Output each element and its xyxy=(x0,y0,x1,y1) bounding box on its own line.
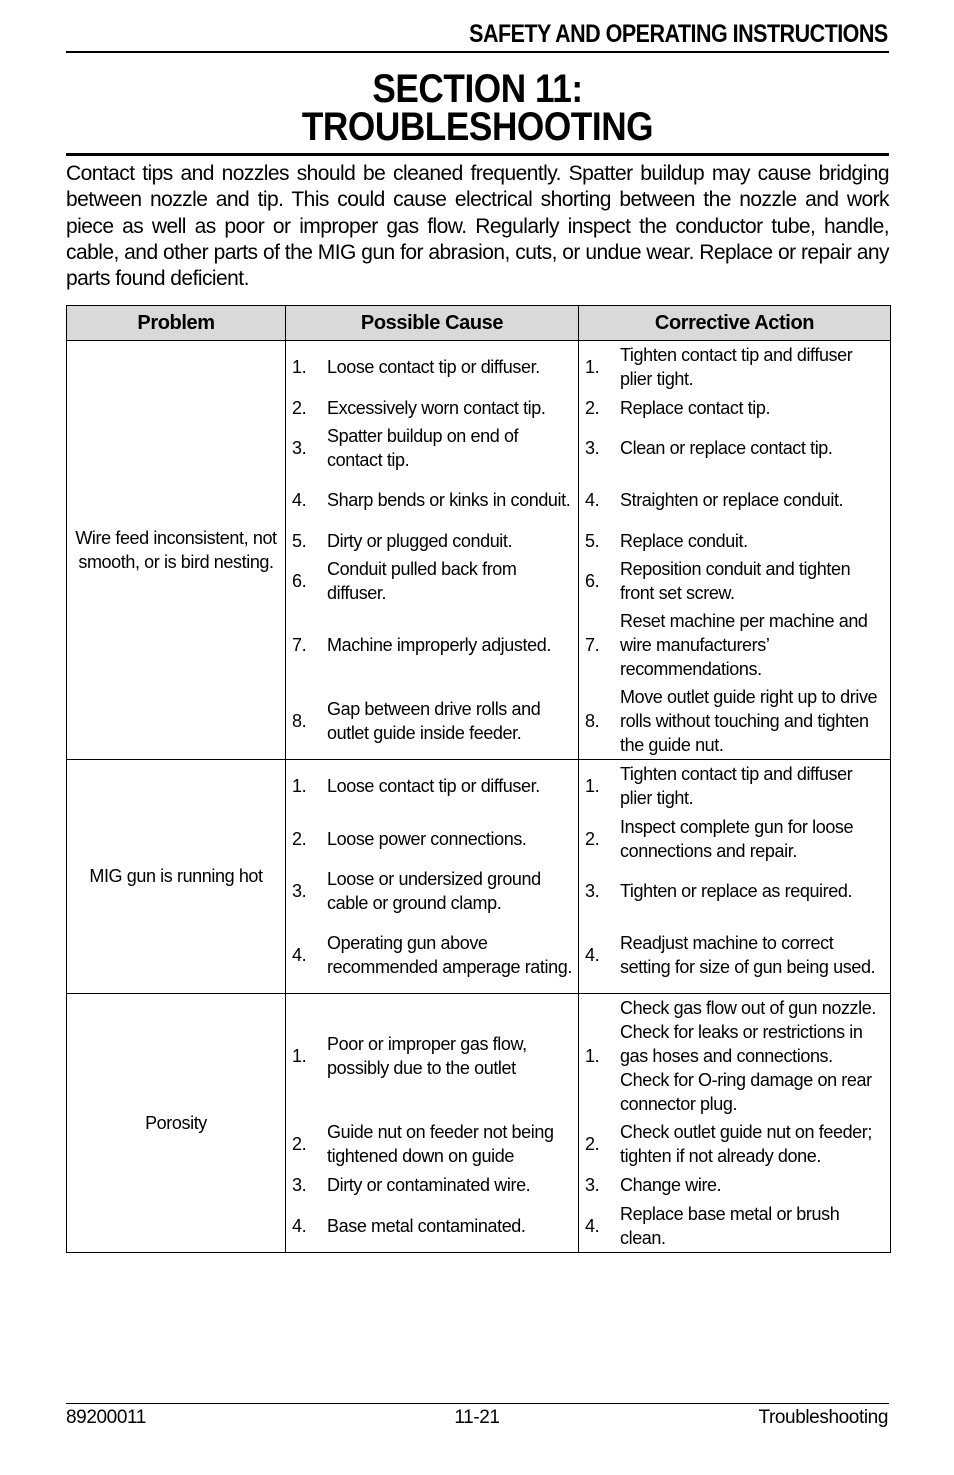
action-text: Clean or replace contact tip. xyxy=(620,438,833,458)
action-number: 3. xyxy=(585,1175,600,1195)
action-item xyxy=(579,394,890,422)
cause-text: Conduit pulled back from diffuser. xyxy=(327,559,517,603)
cause-number: 7. xyxy=(292,635,307,655)
action-number: 2. xyxy=(585,828,600,849)
cause-number: 4. xyxy=(292,490,307,510)
cause-item xyxy=(286,865,578,917)
cause-text: Excessively worn contact tip. xyxy=(327,397,546,418)
problem-cell: Porosity xyxy=(67,993,286,1252)
action-text: Tighten contact tip and diffuser plier tight. xyxy=(620,345,853,389)
cause-item xyxy=(286,929,578,981)
cause-text: Spatter buildup on end of contact tip. xyxy=(327,426,519,470)
action-item xyxy=(579,994,890,1118)
section-title-line1: SECTION 11: xyxy=(372,67,583,111)
action-text: Tighten or replace as required. xyxy=(620,881,853,901)
cause-item xyxy=(286,353,578,381)
action-item xyxy=(579,341,890,393)
cause-cell xyxy=(286,607,579,683)
action-text: Straighten or replace conduit. xyxy=(620,490,844,510)
header-title: SAFETY AND OPERATING INSTRUCTIONS xyxy=(469,20,888,48)
cause-cell xyxy=(286,526,579,555)
cause-number: 4. xyxy=(292,1215,307,1236)
cause-item xyxy=(286,555,578,607)
cause-text: Guide nut on feeder not being tightened down on guide xyxy=(327,1122,554,1166)
action-number: 1. xyxy=(585,1045,600,1066)
cause-number: 5. xyxy=(292,530,307,551)
action-number: 5. xyxy=(585,530,600,551)
action-cell xyxy=(579,393,891,422)
action-cell xyxy=(579,812,891,865)
problem-cell: MIG gun is running hot xyxy=(67,760,286,994)
cause-item xyxy=(286,772,578,800)
action-cell xyxy=(579,474,891,526)
cause-cell xyxy=(286,1118,579,1171)
action-cell xyxy=(579,555,891,607)
cause-text: Operating gun above recommended amperage rating. xyxy=(327,932,572,977)
column-header-action: Corrective Action xyxy=(579,306,891,341)
action-text: Tighten contact tip and diffuser plier tight. xyxy=(620,764,853,808)
action-text: Check outlet guide nut on feeder; tighten if not already done. xyxy=(620,1122,872,1166)
cause-cell xyxy=(286,1171,579,1200)
section-title-line2: TROUBLESHOOTING xyxy=(301,105,654,149)
footer-rule xyxy=(66,1403,889,1404)
intro-paragraph: Contact tips and nozzles should be cleaned frequently. Spatter buildup may cause bridging between nozzle and tip. This could cause electrical shorting between the nozzle and work piece as well as poor or improper gas flow. Regularly inspect the conductor tube, handle, cable, and other parts of the MIG gun for abrasion, cuts, or undue wear. Replace or repair any parts found deficient. xyxy=(66,162,889,291)
action-text: Reset machine per machine and wire manufacturers’ recommendations. xyxy=(620,611,868,679)
cause-item xyxy=(286,486,578,514)
action-text: Inspect complete gun for loose connections and repair. xyxy=(620,816,854,861)
column-header-cause: Possible Cause xyxy=(286,306,579,341)
cause-item xyxy=(286,1171,578,1199)
cause-item xyxy=(286,1030,578,1082)
cause-text: Loose contact tip or diffuser. xyxy=(327,357,540,377)
cause-number: 3. xyxy=(292,1175,307,1195)
action-number: 2. xyxy=(585,397,600,418)
action-text: Replace conduit. xyxy=(620,530,748,551)
cause-number: 3. xyxy=(292,438,307,458)
action-item xyxy=(579,877,890,905)
action-number: 2. xyxy=(585,1134,600,1154)
table-row xyxy=(67,760,891,813)
action-text: Replace contact tip. xyxy=(620,397,771,418)
action-cell xyxy=(579,1118,891,1171)
table-row xyxy=(67,341,891,394)
cause-item xyxy=(286,695,578,747)
cause-cell xyxy=(286,341,579,394)
cause-text: Machine improperly adjusted. xyxy=(327,635,551,655)
action-text: Reposition conduit and tighten front set screw. xyxy=(620,559,851,603)
cause-number: 2. xyxy=(292,828,307,849)
cause-text: Base metal contaminated. xyxy=(327,1215,526,1236)
action-cell xyxy=(579,607,891,683)
cause-item xyxy=(286,1118,578,1170)
action-text: Change wire. xyxy=(620,1175,722,1195)
action-number: 4. xyxy=(585,944,600,965)
cause-number: 4. xyxy=(292,944,307,965)
cause-number: 1. xyxy=(292,776,307,796)
cause-text: Loose contact tip or diffuser. xyxy=(327,776,540,796)
cause-cell xyxy=(286,760,579,813)
action-item xyxy=(579,555,890,607)
header-rule xyxy=(66,51,889,53)
table-body xyxy=(67,341,891,1253)
column-header-problem: Problem xyxy=(67,306,286,341)
cause-item xyxy=(286,1212,578,1240)
cause-number: 1. xyxy=(292,357,307,377)
action-cell xyxy=(579,917,891,993)
action-number: 6. xyxy=(585,571,600,591)
cause-text: Loose power connections. xyxy=(327,828,527,849)
cause-cell xyxy=(286,474,579,526)
action-item xyxy=(579,527,890,555)
action-cell xyxy=(579,341,891,394)
cause-text: Poor or improper gas flow, possibly due to the outlet xyxy=(327,1033,527,1078)
cause-cell xyxy=(286,865,579,917)
action-text: Check gas flow out of gun nozzle. Check for leaks or restrictions in gas hoses and connections. Check for O-ring damage on rear connector plug. xyxy=(620,997,876,1114)
cause-item xyxy=(286,422,578,474)
cause-text: Sharp bends or kinks in conduit. xyxy=(327,490,571,510)
cause-cell xyxy=(286,1200,579,1253)
action-number: 7. xyxy=(585,635,600,655)
cause-number: 6. xyxy=(292,571,307,591)
table-header-row xyxy=(67,306,891,341)
action-cell xyxy=(579,683,891,760)
troubleshooting-table xyxy=(66,305,891,1253)
action-text: Move outlet guide right up to drive rolls without touching and tighten the guide nut. xyxy=(620,687,878,755)
cause-number: 3. xyxy=(292,881,307,901)
action-cell xyxy=(579,1200,891,1253)
cause-number: 2. xyxy=(292,397,307,418)
footer-doc-number: 89200011 xyxy=(66,1407,146,1428)
action-number: 4. xyxy=(585,490,600,510)
action-text: Replace base metal or brush clean. xyxy=(620,1203,840,1248)
action-number: 1. xyxy=(585,776,600,796)
cause-text: Dirty or contaminated wire. xyxy=(327,1175,531,1195)
cause-cell xyxy=(286,422,579,474)
cause-text: Dirty or plugged conduit. xyxy=(327,530,513,551)
action-item xyxy=(579,486,890,514)
cause-text: Loose or undersized ground cable or ground clamp. xyxy=(327,869,541,913)
action-number: 4. xyxy=(585,1215,600,1236)
action-cell xyxy=(579,760,891,813)
footer-page-number: 11-21 xyxy=(454,1407,500,1428)
cause-cell xyxy=(286,993,579,1118)
action-item xyxy=(579,1118,890,1170)
action-cell xyxy=(579,1171,891,1200)
action-text: Readjust machine to correct setting for size of gun being used. xyxy=(620,932,876,977)
action-item xyxy=(579,683,890,759)
cause-item xyxy=(286,631,578,659)
action-cell xyxy=(579,993,891,1118)
title-rule xyxy=(66,153,889,156)
cause-cell xyxy=(286,393,579,422)
action-number: 3. xyxy=(585,881,600,901)
cause-item xyxy=(286,394,578,422)
cause-cell xyxy=(286,812,579,865)
action-item xyxy=(579,434,890,462)
footer-section-name: Troubleshooting xyxy=(758,1407,888,1428)
action-item xyxy=(579,760,890,812)
cause-text: Gap between drive rolls and outlet guide inside feeder. xyxy=(327,699,541,743)
action-item xyxy=(579,813,890,865)
section-title xyxy=(115,67,839,149)
cause-cell xyxy=(286,917,579,993)
table-row xyxy=(67,993,891,1118)
action-item xyxy=(579,1200,890,1252)
action-cell xyxy=(579,865,891,917)
cause-cell xyxy=(286,555,579,607)
action-cell xyxy=(579,526,891,555)
action-item xyxy=(579,929,890,981)
cause-cell xyxy=(286,683,579,760)
cause-item xyxy=(286,527,578,555)
action-cell xyxy=(579,422,891,474)
action-item xyxy=(579,607,890,683)
cause-number: 1. xyxy=(292,1045,307,1066)
action-number: 3. xyxy=(585,438,600,458)
action-number: 8. xyxy=(585,711,600,731)
problem-cell: Wire feed inconsistent, not smooth, or is bird nesting. xyxy=(67,341,286,760)
action-item xyxy=(579,1171,890,1199)
action-number: 1. xyxy=(585,357,600,377)
cause-number: 8. xyxy=(292,711,307,731)
cause-item xyxy=(286,825,578,853)
cause-number: 2. xyxy=(292,1134,307,1154)
